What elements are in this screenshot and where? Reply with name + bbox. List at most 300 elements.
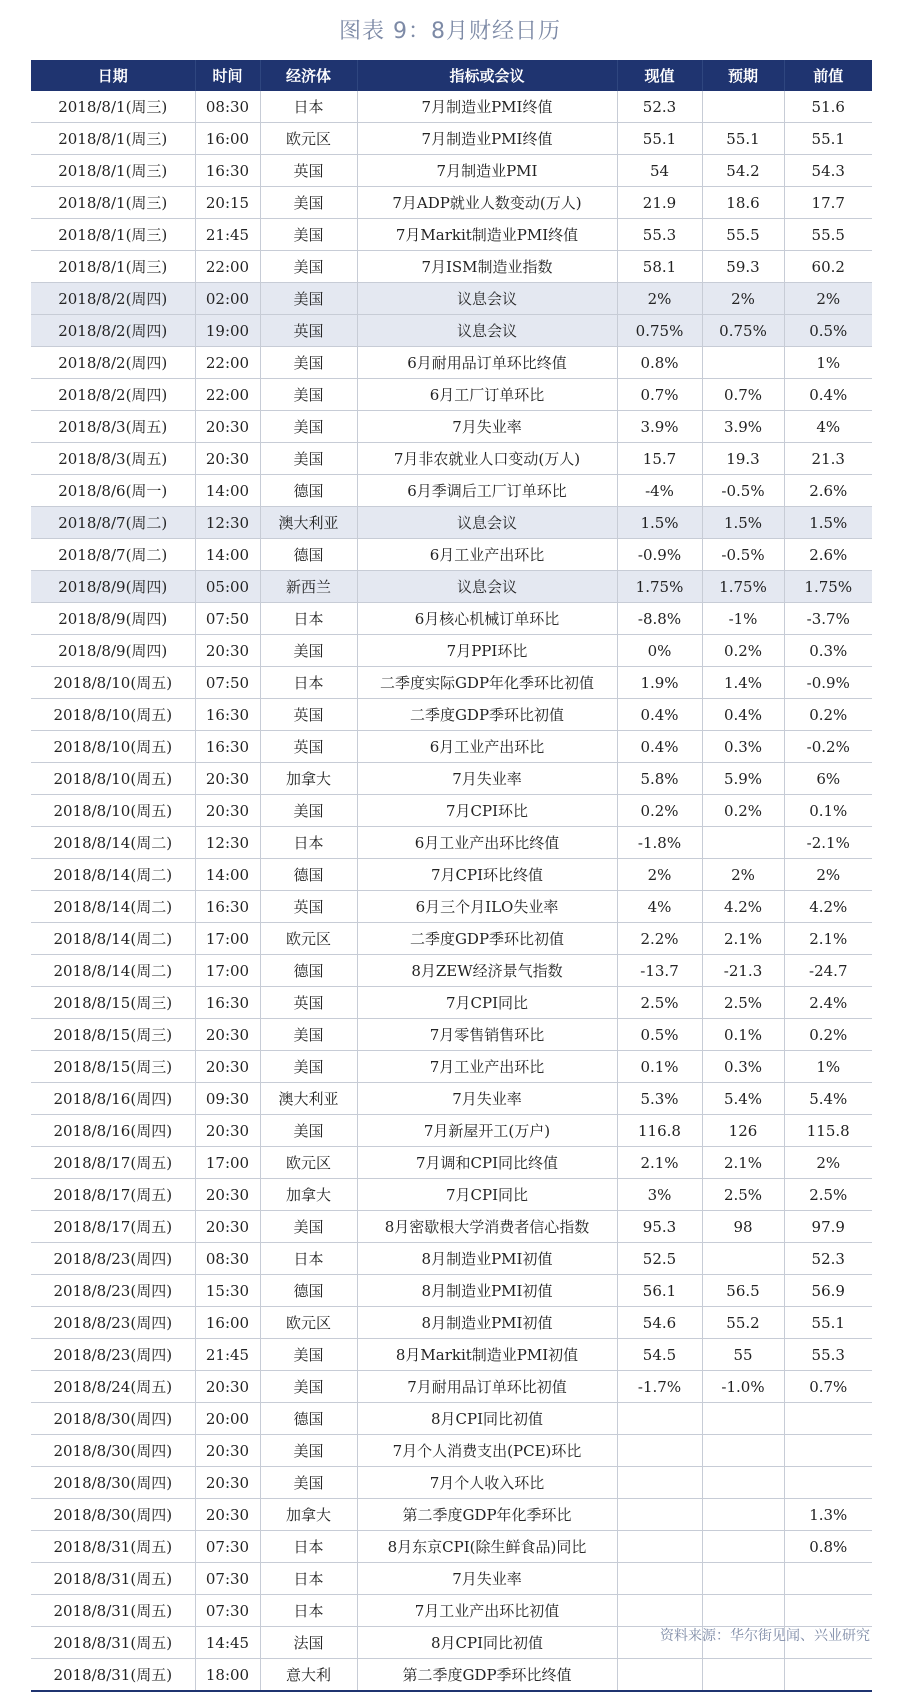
cell-economy: 美国 <box>260 1467 357 1499</box>
cell-forecast: 2.1% <box>702 1147 784 1179</box>
table-row <box>31 987 872 1019</box>
cell-economy: 日本 <box>260 1243 357 1275</box>
cell-previous: 21.3 <box>784 443 872 475</box>
header-actual: 现值 <box>617 60 702 91</box>
cell-economy: 新西兰 <box>260 571 357 603</box>
cell-time: 20:30 <box>195 795 260 827</box>
cell-time: 18:00 <box>195 1659 260 1692</box>
table-row <box>31 475 872 507</box>
cell-time: 20:30 <box>195 763 260 795</box>
cell-actual: 4% <box>617 891 702 923</box>
cell-economy: 美国 <box>260 1051 357 1083</box>
cell-forecast <box>702 91 784 123</box>
cell-economy: 美国 <box>260 1371 357 1403</box>
cell-indicator: 7月新屋开工(万户) <box>357 1115 617 1147</box>
table-row <box>31 507 872 539</box>
cell-time: 22:00 <box>195 347 260 379</box>
cell-indicator: 7月制造业PMI <box>357 155 617 187</box>
cell-forecast: -0.5% <box>702 475 784 507</box>
table-row <box>31 923 872 955</box>
cell-time: 22:00 <box>195 251 260 283</box>
cell-actual: 2.5% <box>617 987 702 1019</box>
cell-actual: 0.1% <box>617 1051 702 1083</box>
cell-time: 20:30 <box>195 1371 260 1403</box>
cell-economy: 美国 <box>260 443 357 475</box>
cell-previous: -0.2% <box>784 731 872 763</box>
cell-time: 07:50 <box>195 603 260 635</box>
cell-indicator: 7月CPI同比 <box>357 1179 617 1211</box>
cell-previous: 1.5% <box>784 507 872 539</box>
cell-forecast: 0.75% <box>702 315 784 347</box>
cell-previous: 2.4% <box>784 987 872 1019</box>
cell-previous: 52.3 <box>784 1243 872 1275</box>
cell-date: 2018/8/17(周五) <box>31 1147 195 1179</box>
cell-forecast <box>702 1403 784 1435</box>
cell-time: 09:30 <box>195 1083 260 1115</box>
cell-time: 16:30 <box>195 731 260 763</box>
cell-forecast: 54.2 <box>702 155 784 187</box>
cell-actual: 1.9% <box>617 667 702 699</box>
cell-economy: 美国 <box>260 1339 357 1371</box>
cell-indicator: 6月工业产出环比终值 <box>357 827 617 859</box>
cell-economy: 加拿大 <box>260 1499 357 1531</box>
cell-economy: 加拿大 <box>260 763 357 795</box>
cell-indicator: 6月工业产出环比 <box>357 539 617 571</box>
table-row <box>31 443 872 475</box>
cell-actual: -0.9% <box>617 539 702 571</box>
cell-economy: 英国 <box>260 987 357 1019</box>
cell-date: 2018/8/30(周四) <box>31 1435 195 1467</box>
table-row <box>31 1595 872 1627</box>
cell-economy: 美国 <box>260 635 357 667</box>
table-body <box>31 91 872 1691</box>
cell-actual <box>617 1499 702 1531</box>
cell-indicator: 议息会议 <box>357 315 617 347</box>
table-row <box>31 667 872 699</box>
table-row <box>31 123 872 155</box>
cell-previous: 56.9 <box>784 1275 872 1307</box>
cell-forecast <box>702 1595 784 1627</box>
cell-date: 2018/8/1(周三) <box>31 187 195 219</box>
table-row <box>31 1275 872 1307</box>
table-row <box>31 155 872 187</box>
cell-forecast: 0.1% <box>702 1019 784 1051</box>
cell-actual: 0.75% <box>617 315 702 347</box>
cell-date: 2018/8/1(周三) <box>31 251 195 283</box>
cell-date: 2018/8/1(周三) <box>31 155 195 187</box>
cell-date: 2018/8/31(周五) <box>31 1659 195 1692</box>
cell-date: 2018/8/2(周四) <box>31 315 195 347</box>
cell-time: 20:30 <box>195 1435 260 1467</box>
cell-indicator: 二季度GDP季环比初值 <box>357 923 617 955</box>
cell-indicator: 8月CPI同比初值 <box>357 1403 617 1435</box>
cell-indicator: 8月Markit制造业PMI初值 <box>357 1339 617 1371</box>
cell-economy: 欧元区 <box>260 1147 357 1179</box>
cell-actual: 52.3 <box>617 91 702 123</box>
cell-actual: -4% <box>617 475 702 507</box>
cell-previous: -3.7% <box>784 603 872 635</box>
cell-previous: 2.6% <box>784 539 872 571</box>
header-time: 时间 <box>195 60 260 91</box>
table-row <box>31 1211 872 1243</box>
table-row <box>31 1179 872 1211</box>
cell-actual <box>617 1563 702 1595</box>
table-row <box>31 1499 872 1531</box>
cell-previous: 6% <box>784 763 872 795</box>
cell-time: 02:00 <box>195 283 260 315</box>
cell-actual: 55.3 <box>617 219 702 251</box>
cell-forecast: -21.3 <box>702 955 784 987</box>
cell-time: 20:30 <box>195 1115 260 1147</box>
header-date: 日期 <box>31 60 195 91</box>
cell-indicator: 8月制造业PMI初值 <box>357 1243 617 1275</box>
table-row <box>31 603 872 635</box>
cell-forecast <box>702 1435 784 1467</box>
cell-date: 2018/8/30(周四) <box>31 1403 195 1435</box>
cell-date: 2018/8/6(周一) <box>31 475 195 507</box>
cell-time: 16:30 <box>195 155 260 187</box>
cell-economy: 美国 <box>260 187 357 219</box>
cell-economy: 澳大利亚 <box>260 1083 357 1115</box>
cell-indicator: 7月非农就业人口变动(万人) <box>357 443 617 475</box>
table-row <box>31 1115 872 1147</box>
cell-indicator: 8月制造业PMI初值 <box>357 1275 617 1307</box>
cell-economy: 德国 <box>260 859 357 891</box>
source-note: 资料来源：华尔街见闻、兴业研究 <box>660 1628 870 1644</box>
cell-date: 2018/8/10(周五) <box>31 699 195 731</box>
cell-indicator: 8月东京CPI(除生鲜食品)同比 <box>357 1531 617 1563</box>
cell-economy: 法国 <box>260 1627 357 1659</box>
cell-indicator: 7月制造业PMI终值 <box>357 91 617 123</box>
cell-time: 07:30 <box>195 1595 260 1627</box>
cell-forecast: 1.75% <box>702 571 784 603</box>
cell-time: 20:30 <box>195 1467 260 1499</box>
cell-indicator: 7月失业率 <box>357 1563 617 1595</box>
table-row <box>31 251 872 283</box>
cell-economy: 澳大利亚 <box>260 507 357 539</box>
cell-previous: 17.7 <box>784 187 872 219</box>
cell-previous: 115.8 <box>784 1115 872 1147</box>
cell-actual: 56.1 <box>617 1275 702 1307</box>
cell-indicator: 7月制造业PMI终值 <box>357 123 617 155</box>
cell-actual: 52.5 <box>617 1243 702 1275</box>
cell-forecast: 0.3% <box>702 731 784 763</box>
cell-date: 2018/8/31(周五) <box>31 1563 195 1595</box>
table-row <box>31 1371 872 1403</box>
calendar-table <box>31 60 872 1692</box>
cell-time: 14:00 <box>195 475 260 507</box>
cell-indicator: 7月失业率 <box>357 1083 617 1115</box>
cell-economy: 德国 <box>260 1275 357 1307</box>
table-row <box>31 827 872 859</box>
cell-indicator: 7月失业率 <box>357 763 617 795</box>
cell-indicator: 7月CPI同比 <box>357 987 617 1019</box>
table-row <box>31 347 872 379</box>
table-row <box>31 891 872 923</box>
cell-date: 2018/8/2(周四) <box>31 283 195 315</box>
cell-date: 2018/8/10(周五) <box>31 667 195 699</box>
cell-forecast: 0.3% <box>702 1051 784 1083</box>
cell-actual: 0.2% <box>617 795 702 827</box>
cell-previous: 2% <box>784 859 872 891</box>
cell-forecast: -0.5% <box>702 539 784 571</box>
cell-date: 2018/8/17(周五) <box>31 1179 195 1211</box>
cell-actual: -1.7% <box>617 1371 702 1403</box>
cell-economy: 美国 <box>260 251 357 283</box>
cell-previous: 0.2% <box>784 699 872 731</box>
table-row <box>31 1467 872 1499</box>
cell-economy: 美国 <box>260 379 357 411</box>
cell-date: 2018/8/31(周五) <box>31 1531 195 1563</box>
cell-forecast: 0.2% <box>702 795 784 827</box>
table-row <box>31 1403 872 1435</box>
cell-time: 07:50 <box>195 667 260 699</box>
cell-economy: 日本 <box>260 603 357 635</box>
cell-actual <box>617 1467 702 1499</box>
cell-time: 17:00 <box>195 955 260 987</box>
cell-date: 2018/8/2(周四) <box>31 347 195 379</box>
cell-time: 16:30 <box>195 699 260 731</box>
cell-forecast: 56.5 <box>702 1275 784 1307</box>
cell-forecast: 1.4% <box>702 667 784 699</box>
cell-economy: 美国 <box>260 1435 357 1467</box>
table-row <box>31 635 872 667</box>
cell-previous <box>784 1467 872 1499</box>
cell-previous: 0.2% <box>784 1019 872 1051</box>
cell-previous: 97.9 <box>784 1211 872 1243</box>
cell-actual: 1.75% <box>617 571 702 603</box>
cell-previous: 55.5 <box>784 219 872 251</box>
table-row <box>31 1243 872 1275</box>
table-row <box>31 1659 872 1692</box>
cell-time: 14:00 <box>195 859 260 891</box>
header-economy: 经济体 <box>260 60 357 91</box>
cell-time: 20:30 <box>195 1019 260 1051</box>
cell-economy: 欧元区 <box>260 123 357 155</box>
table-row <box>31 283 872 315</box>
cell-time: 08:30 <box>195 1243 260 1275</box>
cell-time: 07:30 <box>195 1531 260 1563</box>
cell-economy: 德国 <box>260 539 357 571</box>
table-row <box>31 379 872 411</box>
cell-actual: 54 <box>617 155 702 187</box>
table-row <box>31 1339 872 1371</box>
cell-previous: 1% <box>784 1051 872 1083</box>
cell-previous: 0.8% <box>784 1531 872 1563</box>
cell-previous: 0.5% <box>784 315 872 347</box>
cell-forecast: 55 <box>702 1339 784 1371</box>
cell-previous: 1.3% <box>784 1499 872 1531</box>
cell-date: 2018/8/15(周三) <box>31 1051 195 1083</box>
cell-previous: 4.2% <box>784 891 872 923</box>
cell-previous <box>784 1595 872 1627</box>
table-row <box>31 731 872 763</box>
cell-date: 2018/8/2(周四) <box>31 379 195 411</box>
cell-forecast: 0.7% <box>702 379 784 411</box>
cell-actual <box>617 1403 702 1435</box>
cell-actual: 0% <box>617 635 702 667</box>
cell-date: 2018/8/23(周四) <box>31 1307 195 1339</box>
cell-forecast: 2% <box>702 283 784 315</box>
header-previous: 前值 <box>784 60 872 91</box>
header-indicator: 指标或会议 <box>357 60 617 91</box>
cell-date: 2018/8/14(周二) <box>31 859 195 891</box>
cell-previous: 4% <box>784 411 872 443</box>
cell-economy: 德国 <box>260 475 357 507</box>
cell-actual: 5.8% <box>617 763 702 795</box>
cell-date: 2018/8/23(周四) <box>31 1339 195 1371</box>
cell-previous: 55.1 <box>784 123 872 155</box>
cell-time: 20:30 <box>195 443 260 475</box>
cell-economy: 美国 <box>260 795 357 827</box>
cell-economy: 日本 <box>260 667 357 699</box>
table-row <box>31 1531 872 1563</box>
cell-date: 2018/8/7(周二) <box>31 539 195 571</box>
cell-economy: 日本 <box>260 1595 357 1627</box>
cell-indicator: 6月核心机械订单环比 <box>357 603 617 635</box>
cell-time: 20:30 <box>195 635 260 667</box>
cell-previous: 0.7% <box>784 1371 872 1403</box>
cell-actual: 54.6 <box>617 1307 702 1339</box>
cell-time: 07:30 <box>195 1563 260 1595</box>
cell-forecast: 4.2% <box>702 891 784 923</box>
cell-time: 20:30 <box>195 1051 260 1083</box>
cell-indicator: 二季度GDP季环比初值 <box>357 699 617 731</box>
cell-indicator: 6月三个月ILO失业率 <box>357 891 617 923</box>
cell-actual: 116.8 <box>617 1115 702 1147</box>
cell-time: 12:30 <box>195 827 260 859</box>
cell-date: 2018/8/9(周四) <box>31 603 195 635</box>
cell-previous: 55.3 <box>784 1339 872 1371</box>
cell-economy: 美国 <box>260 219 357 251</box>
cell-forecast <box>702 347 784 379</box>
cell-actual <box>617 1435 702 1467</box>
cell-previous: 54.3 <box>784 155 872 187</box>
cell-forecast <box>702 1467 784 1499</box>
table-row <box>31 1147 872 1179</box>
cell-previous: 5.4% <box>784 1083 872 1115</box>
cell-actual <box>617 1595 702 1627</box>
cell-date: 2018/8/10(周五) <box>31 731 195 763</box>
table-row <box>31 1051 872 1083</box>
cell-date: 2018/8/3(周五) <box>31 411 195 443</box>
cell-economy: 美国 <box>260 283 357 315</box>
table-row <box>31 315 872 347</box>
cell-indicator: 6月工业产出环比 <box>357 731 617 763</box>
cell-actual: 2.1% <box>617 1147 702 1179</box>
cell-time: 20:30 <box>195 1211 260 1243</box>
cell-indicator: 7月工业产出环比 <box>357 1051 617 1083</box>
cell-indicator: 6月工厂订单环比 <box>357 379 617 411</box>
cell-previous <box>784 1659 872 1692</box>
table-row <box>31 219 872 251</box>
cell-time: 21:45 <box>195 1339 260 1371</box>
cell-indicator: 第二季度GDP季环比终值 <box>357 1659 617 1692</box>
cell-forecast: 2% <box>702 859 784 891</box>
cell-forecast: 3.9% <box>702 411 784 443</box>
cell-time: 20:00 <box>195 1403 260 1435</box>
cell-indicator: 7月个人收入环比 <box>357 1467 617 1499</box>
cell-actual: 0.4% <box>617 731 702 763</box>
cell-previous: 0.3% <box>784 635 872 667</box>
cell-indicator: 7月失业率 <box>357 411 617 443</box>
cell-indicator: 议息会议 <box>357 283 617 315</box>
cell-indicator: 8月密歇根大学消费者信心指数 <box>357 1211 617 1243</box>
cell-previous: 2% <box>784 1147 872 1179</box>
cell-indicator: 7月耐用品订单环比初值 <box>357 1371 617 1403</box>
cell-economy: 美国 <box>260 1115 357 1147</box>
cell-previous <box>784 1403 872 1435</box>
cell-forecast: 55.5 <box>702 219 784 251</box>
table-row <box>31 1019 872 1051</box>
cell-forecast: 0.2% <box>702 635 784 667</box>
cell-date: 2018/8/17(周五) <box>31 1211 195 1243</box>
table-row <box>31 955 872 987</box>
cell-forecast: 1.5% <box>702 507 784 539</box>
cell-time: 16:00 <box>195 1307 260 1339</box>
header-forecast: 预期 <box>702 60 784 91</box>
cell-previous <box>784 1563 872 1595</box>
cell-previous: -24.7 <box>784 955 872 987</box>
cell-actual: 21.9 <box>617 187 702 219</box>
cell-indicator: 7月工业产出环比初值 <box>357 1595 617 1627</box>
cell-actual: 3% <box>617 1179 702 1211</box>
cell-economy: 德国 <box>260 955 357 987</box>
page-title: 图表 9：8月财经日历 <box>339 19 561 44</box>
cell-time: 20:15 <box>195 187 260 219</box>
table-row <box>31 1083 872 1115</box>
cell-indicator: 7月ADP就业人数变动(万人) <box>357 187 617 219</box>
cell-forecast <box>702 827 784 859</box>
cell-actual: 0.8% <box>617 347 702 379</box>
table-row <box>31 1435 872 1467</box>
cell-indicator: 6月季调后工厂订单环比 <box>357 475 617 507</box>
cell-previous <box>784 1435 872 1467</box>
cell-indicator: 8月CPI同比初值 <box>357 1627 617 1659</box>
cell-indicator: 第二季度GDP年化季环比 <box>357 1499 617 1531</box>
cell-actual <box>617 1531 702 1563</box>
cell-economy: 美国 <box>260 347 357 379</box>
cell-time: 08:30 <box>195 91 260 123</box>
cell-actual: 55.1 <box>617 123 702 155</box>
cell-forecast: 98 <box>702 1211 784 1243</box>
cell-indicator: 议息会议 <box>357 571 617 603</box>
cell-economy: 日本 <box>260 1563 357 1595</box>
cell-economy: 英国 <box>260 699 357 731</box>
cell-time: 20:30 <box>195 411 260 443</box>
cell-forecast: 2.1% <box>702 923 784 955</box>
cell-actual: 58.1 <box>617 251 702 283</box>
cell-date: 2018/8/14(周二) <box>31 827 195 859</box>
cell-previous: 2.6% <box>784 475 872 507</box>
cell-actual: 15.7 <box>617 443 702 475</box>
cell-indicator: 6月耐用品订单环比终值 <box>357 347 617 379</box>
cell-date: 2018/8/1(周三) <box>31 219 195 251</box>
cell-time: 21:45 <box>195 219 260 251</box>
cell-previous: 2.1% <box>784 923 872 955</box>
cell-forecast: 19.3 <box>702 443 784 475</box>
cell-date: 2018/8/30(周四) <box>31 1467 195 1499</box>
cell-time: 20:30 <box>195 1179 260 1211</box>
cell-economy: 德国 <box>260 1403 357 1435</box>
cell-indicator: 7月Markit制造业PMI终值 <box>357 219 617 251</box>
cell-economy: 英国 <box>260 891 357 923</box>
cell-economy: 意大利 <box>260 1659 357 1692</box>
cell-indicator: 7月零售销售环比 <box>357 1019 617 1051</box>
cell-actual: 0.4% <box>617 699 702 731</box>
cell-actual: 1.5% <box>617 507 702 539</box>
cell-forecast: 55.2 <box>702 1307 784 1339</box>
